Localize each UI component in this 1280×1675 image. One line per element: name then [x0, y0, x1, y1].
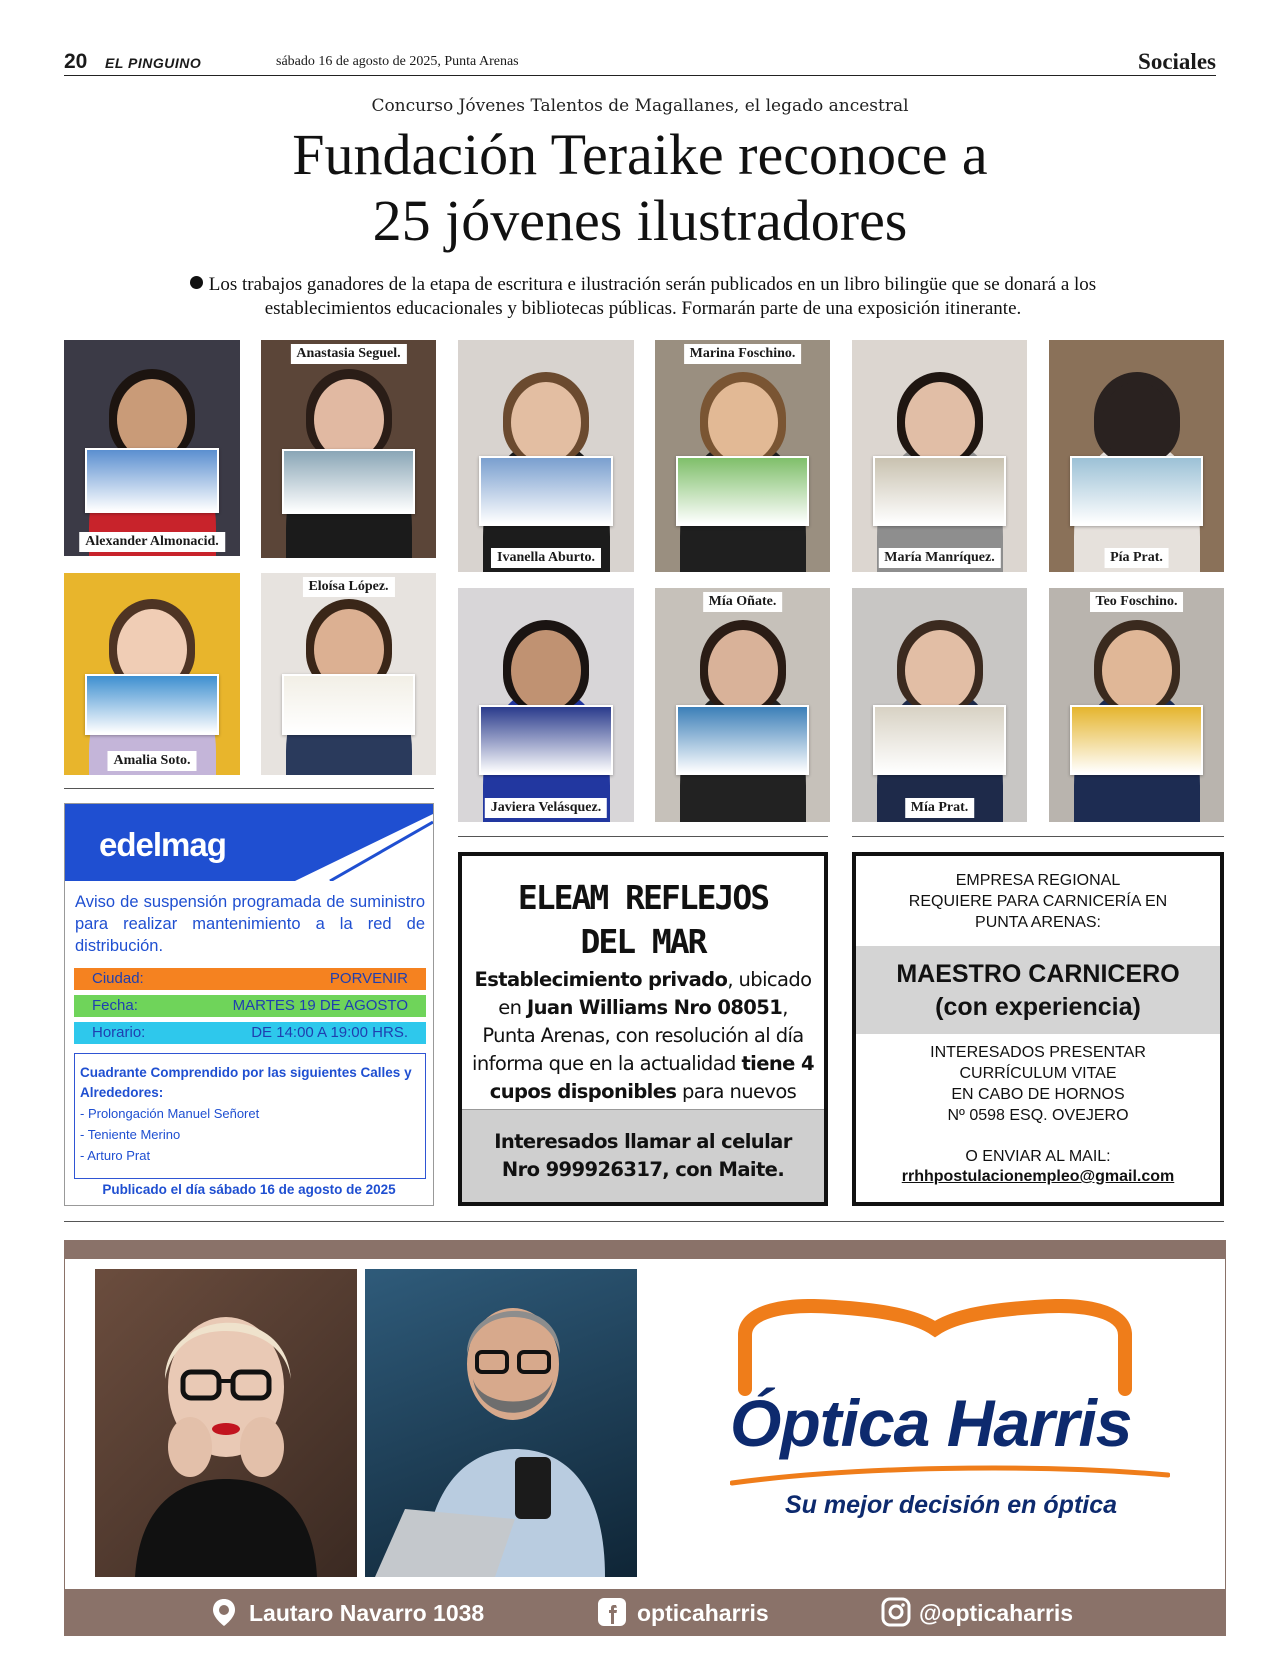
- photo-caption: Marina Foschino.: [684, 344, 802, 364]
- article-kicker: Concurso Jóvenes Talentos de Magallanes, el legado ancestral: [371, 96, 909, 116]
- child-drawing: [282, 674, 415, 735]
- eleam-body-text: para nuevos: [681, 1080, 797, 1103]
- child-drawing: [1070, 456, 1203, 526]
- photo-card: [1049, 588, 1224, 822]
- photo-caption: Pía Prat.: [1104, 548, 1169, 568]
- photo-caption: Eloísa López.: [302, 577, 394, 597]
- photo-caption: Alexander Almonacid.: [79, 532, 225, 552]
- eleam-title: [462, 876, 824, 964]
- woman-illustration: [95, 1269, 357, 1577]
- optica-brand-name: Óptica Harris: [730, 1386, 1132, 1460]
- child-drawing: [873, 705, 1006, 775]
- eleam-body-text: , ubicado en: [498, 968, 812, 1019]
- eleam-contact: [462, 1109, 824, 1202]
- man-illustration: [365, 1269, 637, 1577]
- edelmag-notice: Aviso de suspensión programada de suministro para realizar mantenimiento a la red de distribución.: [75, 893, 425, 955]
- location-pin-icon: [209, 1597, 239, 1627]
- photo-caption: Anastasia Seguel.: [290, 344, 406, 364]
- photo-card: [655, 588, 830, 822]
- divider: [458, 836, 828, 837]
- brand-swoosh-icon: [730, 1463, 1170, 1489]
- issue-date: sábado 16 de agosto de 2025, Punta Arenas: [276, 54, 519, 69]
- man-photo: [365, 1269, 637, 1577]
- child-face: [511, 630, 581, 711]
- child-face: [905, 382, 975, 463]
- photo-card: [852, 340, 1027, 572]
- edelmag-row-city: [74, 968, 426, 990]
- job-ad: [852, 852, 1224, 1206]
- job-email-link[interactable]: rrhhpostulacionempleo@gmail.com: [901, 1168, 1175, 1185]
- divider: [64, 788, 434, 789]
- photo-card: [655, 340, 830, 572]
- edelmag-logo: edelmag: [99, 826, 226, 863]
- page-number: 20: [64, 50, 88, 73]
- photo-caption: Mía Prat.: [905, 798, 975, 818]
- edelmag-banner: [65, 804, 433, 881]
- bullet-icon: [190, 276, 203, 289]
- job-position: [856, 946, 1220, 1034]
- photo-caption: Amalia Soto.: [108, 751, 197, 771]
- job-position-title: MAESTRO CARNICERO: [896, 960, 1180, 988]
- eleam-body-bold: tiene 4 cupos disponibles: [489, 1052, 814, 1103]
- section-name: Sociales: [1138, 49, 1216, 74]
- child-drawing: [479, 705, 613, 775]
- edelmag-streets-box: [74, 1053, 426, 1179]
- eleam-body-text: , Punta Arenas, con resolución al día informa que en la actualidad: [472, 996, 804, 1075]
- edelmag-row-date: [74, 995, 426, 1017]
- edelmag-ad: [64, 803, 434, 1206]
- photo-card: [64, 340, 240, 556]
- page-header: [64, 48, 1216, 76]
- child-drawing: [1070, 705, 1203, 775]
- ad-top-band: [65, 1241, 1225, 1259]
- instagram-icon[interactable]: [881, 1597, 911, 1627]
- eleam-contact-line-1: Interesados llamar al celular: [494, 1130, 792, 1153]
- row-value: MARTES 19 DE AGOSTO: [232, 997, 408, 1014]
- child-drawing: [85, 448, 219, 513]
- optica-harris-ad: [64, 1240, 1226, 1636]
- eleam-ad: [458, 852, 828, 1206]
- newspaper-brand: EL PINGUINO: [105, 55, 202, 71]
- row-label: Horario:: [92, 1024, 146, 1041]
- job-mail-label: O ENVIAR AL MAIL:: [965, 1148, 1111, 1165]
- child-drawing: [85, 674, 219, 735]
- job-instructions-line: CURRÍCULUM VITAE: [959, 1065, 1117, 1082]
- row-label: Fecha:: [92, 997, 138, 1014]
- photo-card: [852, 588, 1027, 822]
- job-instructions-line: INTERESADOS PRESENTAR: [930, 1044, 1146, 1061]
- photo-card: [458, 588, 634, 822]
- child-face: [511, 382, 581, 463]
- street-item: - Prolongación Manuel Señoret: [80, 1106, 260, 1121]
- photo-caption: Javiera Velásquez.: [485, 798, 607, 818]
- woman-photo: [95, 1269, 357, 1577]
- child-drawing: [873, 456, 1006, 526]
- edelmag-row-time: [74, 1022, 426, 1044]
- optica-facebook[interactable]: opticaharris: [637, 1600, 769, 1626]
- divider: [852, 836, 1224, 837]
- job-instructions-line: EN CABO DE HORNOS: [951, 1086, 1125, 1103]
- street-item: - Teniente Merino: [80, 1127, 181, 1142]
- job-intro-line: EMPRESA REGIONAL: [955, 872, 1121, 889]
- child-face: [1102, 382, 1172, 463]
- job-instructions: [856, 1042, 1220, 1126]
- row-value: PORVENIR: [329, 970, 408, 987]
- eleam-title-line-1: ELEAM REFLEJOS: [517, 878, 769, 917]
- photo-caption: Teo Foschino.: [1090, 592, 1184, 612]
- job-intro-line: REQUIERE PARA CARNICERÍA EN: [908, 893, 1168, 910]
- job-position-note: (con experiencia): [935, 993, 1141, 1021]
- eleam-title-line-2: DEL MAR: [580, 922, 706, 961]
- child-drawing: [676, 705, 809, 775]
- optica-slogan: Su mejor decisión en óptica: [785, 1491, 1118, 1519]
- optica-instagram[interactable]: @opticaharris: [919, 1600, 1074, 1626]
- eleam-body-bold: Juan Williams Nro 08051: [526, 996, 783, 1019]
- child-face: [905, 630, 975, 711]
- photo-card: [1049, 340, 1224, 572]
- optica-address: Lautaro Navarro 1038: [249, 1600, 485, 1626]
- article-headline: [0, 122, 1280, 254]
- photo-card: [261, 340, 436, 558]
- article-deck: [76, 273, 1210, 321]
- job-intro-line: PUNTA ARENAS:: [975, 914, 1101, 931]
- streets-title: Cuadrante Comprendido por las siguientes Calles y Alrededores:: [80, 1065, 412, 1100]
- street-item: - Arturo Prat: [80, 1148, 151, 1163]
- headline-line-2: 25 jóvenes ilustradores: [372, 188, 908, 253]
- row-value: DE 14:00 A 19:00 HRS.: [251, 1024, 408, 1041]
- divider: [64, 1221, 1224, 1222]
- child-drawing: [479, 456, 613, 526]
- child-drawing: [676, 456, 809, 526]
- job-instructions-line: Nº 0598 ESQ. OVEJERO: [947, 1107, 1129, 1124]
- child-face: [708, 382, 778, 463]
- row-label: Ciudad:: [92, 970, 144, 987]
- child-face: [1102, 630, 1172, 711]
- photo-card: [64, 573, 240, 775]
- photo-card: [458, 340, 634, 572]
- headline-line-1: Fundación Teraike reconoce a: [292, 122, 988, 187]
- photo-caption: Ivanella Aburto.: [491, 548, 601, 568]
- deck-line-2: establecimientos educacionales y bibliotecas públicas. Formarán parte de una exposición itinerante.: [264, 298, 1022, 319]
- eleam-body-bold: Establecimiento privado: [474, 968, 728, 991]
- photo-caption: Mía Oñate.: [703, 592, 783, 612]
- facebook-icon[interactable]: [597, 1597, 627, 1627]
- eleam-contact-line-2: Nro 999926317, con Maite.: [501, 1158, 785, 1181]
- child-face: [708, 630, 778, 711]
- photo-caption: María Manríquez.: [878, 548, 1000, 568]
- job-ad-intro: [856, 870, 1220, 933]
- child-face: [314, 379, 384, 460]
- photo-card: [261, 573, 436, 775]
- deck-line-1: Los trabajos ganadores de la etapa de escritura e ilustración serán publicados en un libro bilingüe que se donará a los: [208, 274, 1097, 295]
- edelmag-published: Publicado el día sábado 16 de agosto de 2025: [102, 1182, 396, 1197]
- child-drawing: [282, 449, 415, 514]
